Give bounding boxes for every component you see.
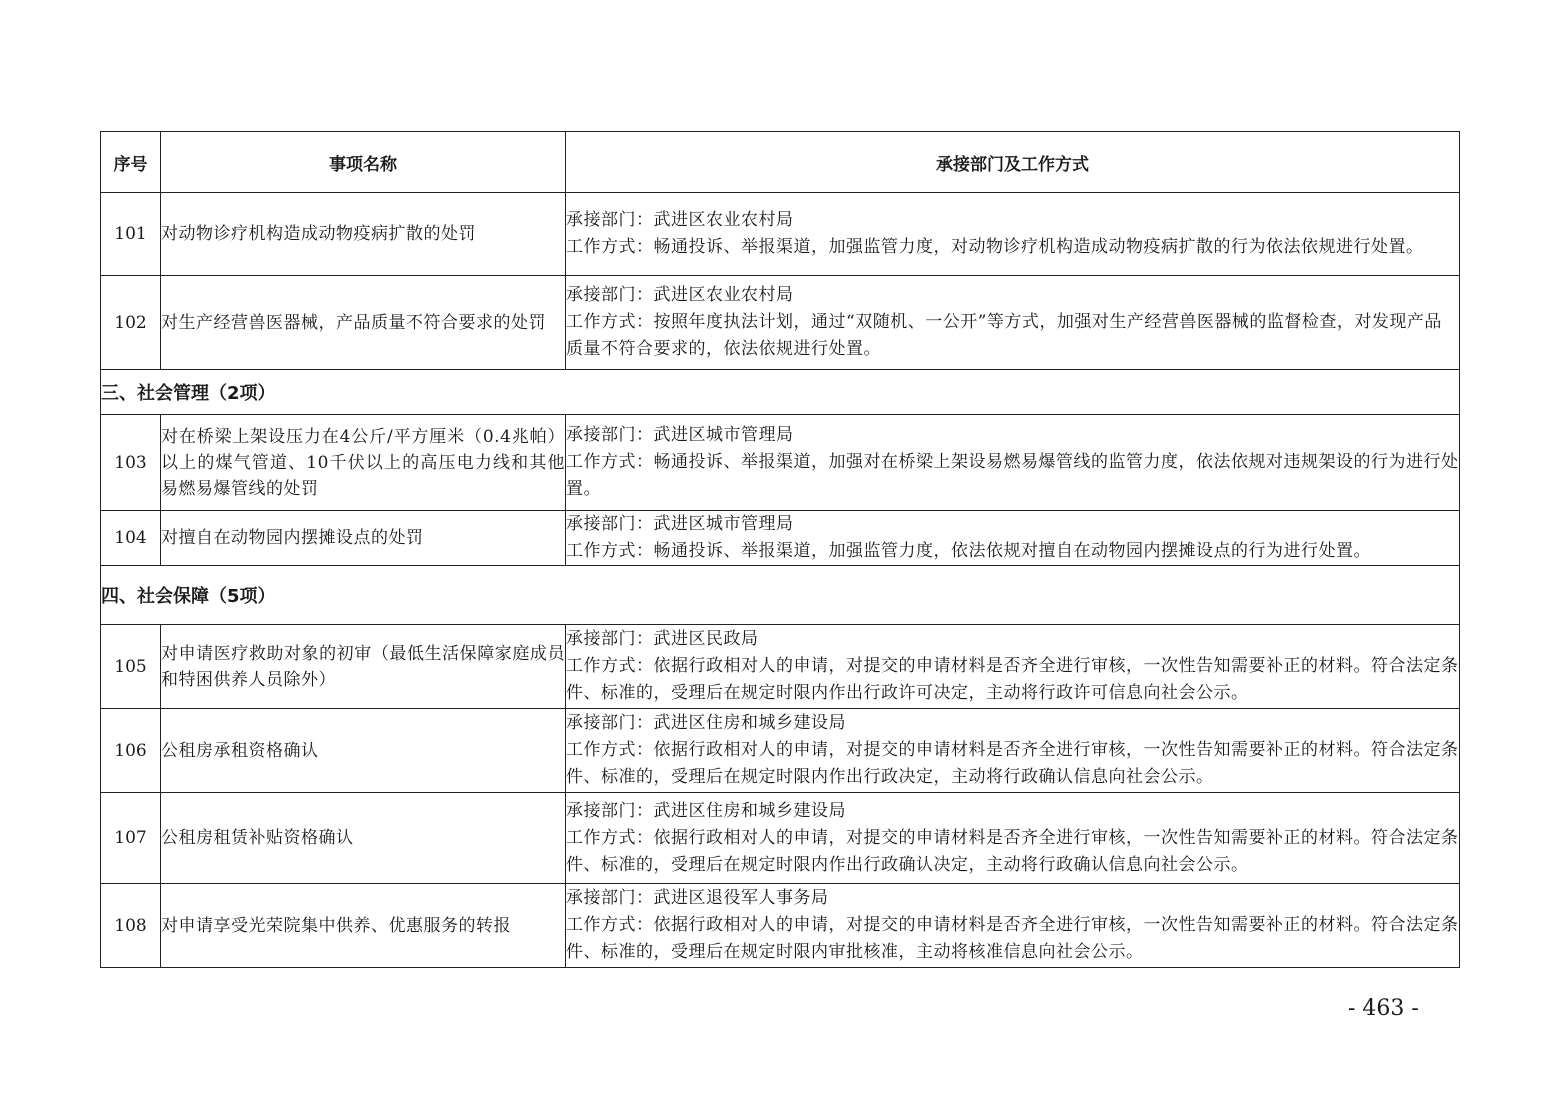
row-method: 工作方式：畅通投诉、举报渠道，加强监管力度，对动物诊疗机构造成动物疫病扩散的行为依法依规进行处置。 <box>566 237 1424 257</box>
row-num: 102 <box>101 276 161 370</box>
row-num: 103 <box>101 415 161 511</box>
row-dept-cell <box>566 193 1460 276</box>
row-dept-cell <box>566 511 1460 566</box>
row-name: 公租房承租资格确认 <box>161 709 566 793</box>
header-num: 序号 <box>101 132 161 193</box>
row-name: 对在桥梁上架设压力在4公斤/平方厘米（0.4兆帕）以上的煤气管道、10千伏以上的高压电力线和其他易燃易爆管线的处罚 <box>161 415 566 511</box>
table-header-row <box>101 132 1460 193</box>
row-num: 101 <box>101 193 161 276</box>
row-name: 对申请享受光荣院集中供养、优惠服务的转报 <box>161 884 566 968</box>
row-dept: 承接部门：武进区民政局 <box>566 629 759 649</box>
row-method: 工作方式：依据行政相对人的申请，对提交的申请材料是否齐全进行审核，一次性告知需要补正的材料。符合法定条件、标准的，受理后在规定时限内作出行政确认决定，主动将行政确认信息向社会公示。 <box>566 827 1459 875</box>
header-name: 事项名称 <box>161 132 566 193</box>
row-dept-cell <box>566 415 1460 511</box>
row-name: 对生产经营兽医器械，产品质量不符合要求的处罚 <box>161 276 566 370</box>
table-row <box>101 511 1460 566</box>
page-number: - 463 - <box>1348 996 1419 1021</box>
table-row <box>101 793 1460 884</box>
row-name: 对申请医疗救助对象的初审（最低生活保障家庭成员和特困供养人员除外） <box>161 625 566 709</box>
table-row <box>101 193 1460 276</box>
row-num: 104 <box>101 511 161 566</box>
section-heading: 三、社会管理（2项） <box>101 370 1460 415</box>
row-method: 工作方式：依据行政相对人的申请，对提交的申请材料是否齐全进行审核，一次性告知需要补正的材料。符合法定条件、标准的，受理后在规定时限内作出行政许可决定，主动将行政许可信息向社会公示。 <box>566 656 1459 703</box>
row-dept-cell <box>566 793 1460 884</box>
table-row <box>101 415 1460 511</box>
section-heading: 四、社会保障（5项） <box>101 566 1460 625</box>
section-row <box>101 566 1460 625</box>
table-row <box>101 625 1460 709</box>
row-method: 工作方式：按照年度执法计划，通过“双随机、一公开”等方式，加强对生产经营兽医器械的监督检查，对发现产品质量不符合要求的，依法依规进行处置。 <box>566 312 1442 359</box>
row-method: 工作方式：畅通投诉、举报渠道，加强监管力度，依法依规对擅自在动物园内摆摊设点的行为进行处置。 <box>566 541 1371 561</box>
row-num: 107 <box>101 793 161 884</box>
row-dept: 承接部门：武进区退役军人事务局 <box>566 888 829 908</box>
table-row <box>101 884 1460 968</box>
table-row <box>101 276 1460 370</box>
row-method: 工作方式：依据行政相对人的申请，对提交的申请材料是否齐全进行审核，一次性告知需要补正的材料。符合法定条件、标准的，受理后在规定时限内审批核准，主动将核准信息向社会公示。 <box>566 915 1459 962</box>
row-dept: 承接部门：武进区城市管理局 <box>566 425 794 445</box>
header-dept: 承接部门及工作方式 <box>566 132 1460 193</box>
row-dept: 承接部门：武进区农业农村局 <box>566 210 794 230</box>
row-num: 105 <box>101 625 161 709</box>
table-row <box>101 709 1460 793</box>
row-name: 公租房租赁补贴资格确认 <box>161 793 566 884</box>
row-num: 106 <box>101 709 161 793</box>
row-dept: 承接部门：武进区农业农村局 <box>566 285 794 305</box>
row-name: 对动物诊疗机构造成动物疫病扩散的处罚 <box>161 193 566 276</box>
row-dept-cell <box>566 884 1460 968</box>
row-num: 108 <box>101 884 161 968</box>
matters-table <box>100 131 1460 968</box>
row-name: 对擅自在动物园内摆摊设点的处罚 <box>161 511 566 566</box>
row-dept: 承接部门：武进区住房和城乡建设局 <box>566 713 846 733</box>
row-method: 工作方式：依据行政相对人的申请，对提交的申请材料是否齐全进行审核，一次性告知需要补正的材料。符合法定条件、标准的，受理后在规定时限内作出行政决定，主动将行政确认信息向社会公示。 <box>566 740 1459 787</box>
row-dept: 承接部门：武进区城市管理局 <box>566 514 794 534</box>
row-method: 工作方式：畅通投诉、举报渠道，加强对在桥梁上架设易燃易爆管线的监管力度，依法依规对违规架设的行为进行处置。 <box>566 452 1459 499</box>
row-dept-cell <box>566 709 1460 793</box>
row-dept: 承接部门：武进区住房和城乡建设局 <box>566 800 846 821</box>
row-dept-cell <box>566 276 1460 370</box>
row-dept-cell <box>566 625 1460 709</box>
section-row <box>101 370 1460 415</box>
